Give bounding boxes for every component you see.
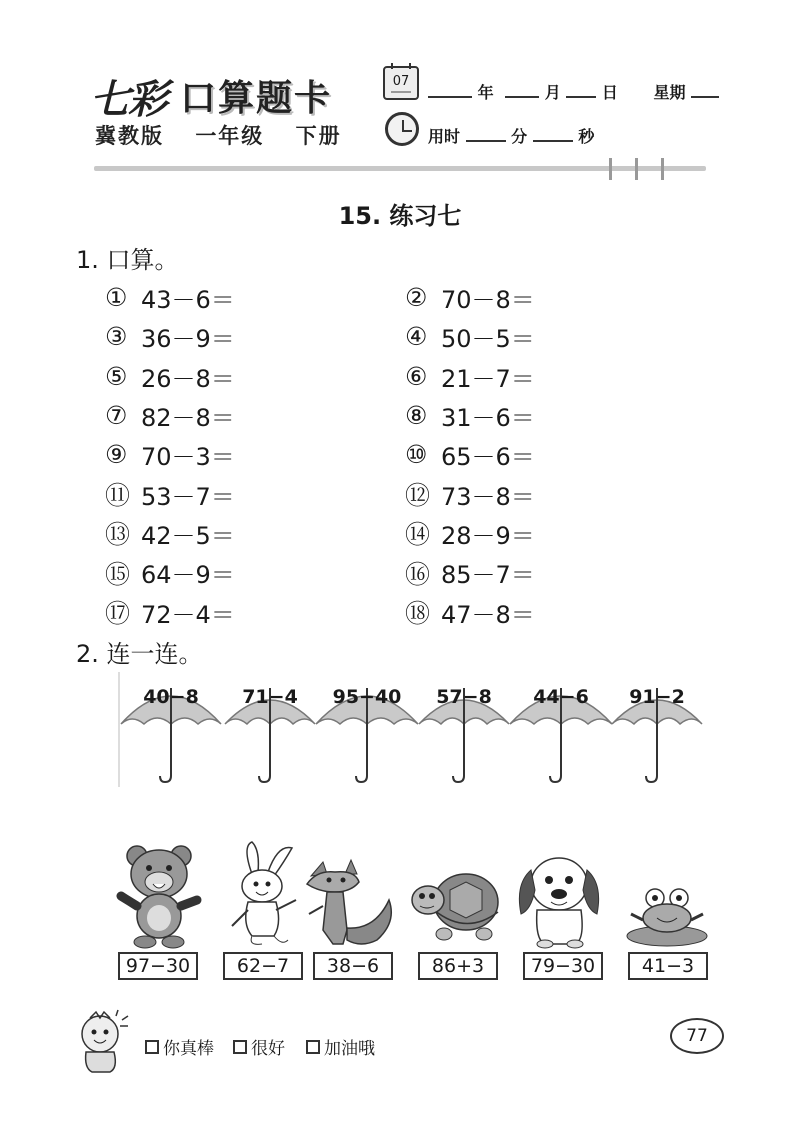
problem-item[interactable] — [105, 278, 405, 317]
problem-item[interactable] — [105, 474, 405, 513]
rating-keep-going[interactable] — [306, 1034, 375, 1059]
year-label: 年 — [477, 83, 494, 102]
umbrella-icon[interactable] — [118, 676, 224, 784]
edition-publisher: 冀教版 — [95, 124, 164, 148]
problem-item[interactable] — [105, 435, 405, 474]
umbrella-icon[interactable] — [411, 676, 517, 784]
umbrella-icon[interactable] — [314, 676, 420, 784]
problem-expression: 53－7＝ — [141, 482, 235, 511]
umbrella-label: 71−4 — [242, 686, 298, 708]
problem-item[interactable] — [405, 592, 565, 631]
problem-number: ⑧ — [405, 401, 428, 431]
problem-number: ⑰ — [105, 599, 131, 629]
minutes-label: 分 — [511, 127, 528, 146]
problem-expression: 70－3＝ — [141, 443, 235, 472]
answer-box[interactable]: 86+3 — [418, 952, 498, 980]
problem-grid — [105, 278, 565, 632]
edition-volume: 下册 — [295, 124, 342, 148]
problem-number: ② — [405, 283, 428, 313]
edition-grade: 一年级 — [195, 124, 265, 148]
umbrella-row — [118, 672, 708, 787]
problem-item[interactable] — [405, 474, 565, 513]
problem-item[interactable] — [405, 435, 565, 474]
problem-number: ⑱ — [405, 599, 431, 629]
calendar-number: 07 — [392, 74, 410, 89]
problem-expression: 65－6＝ — [441, 443, 535, 472]
problem-expression: 42－5＝ — [141, 521, 235, 550]
problem-item[interactable] — [105, 357, 405, 396]
problem-item[interactable] — [405, 553, 565, 592]
umbrella-label: 91−2 — [629, 686, 685, 708]
umbrella-label: 95−40 — [332, 686, 402, 708]
day-label: 日 — [601, 83, 618, 102]
problem-expression: 28－9＝ — [441, 521, 535, 550]
problem-number: ⑫ — [405, 481, 431, 511]
rating-good[interactable] — [233, 1034, 285, 1059]
turtle-icon[interactable] — [410, 840, 500, 950]
problem-expression: 36－9＝ — [141, 325, 235, 354]
fox-icon[interactable] — [305, 840, 395, 950]
mascot-icon — [70, 1008, 134, 1074]
umbrella-label: 40−8 — [143, 686, 199, 708]
problem-expression: 31－6＝ — [441, 404, 535, 433]
seconds-field[interactable] — [533, 128, 573, 142]
date-fields — [428, 80, 719, 103]
problem-expression: 47－8＝ — [441, 600, 535, 629]
clock-icon — [385, 112, 419, 146]
checkbox-icon[interactable] — [145, 1040, 159, 1054]
header-divider — [94, 166, 706, 171]
problem-expression: 82－8＝ — [141, 404, 235, 433]
section-heading-mental-math: 1. 口算。 — [76, 246, 179, 274]
problem-number: ⑥ — [405, 361, 428, 391]
calendar-icon — [383, 66, 419, 100]
problem-expression: 70－8＝ — [441, 286, 535, 315]
problem-expression: 26－8＝ — [141, 364, 235, 393]
umbrella-label: 57−8 — [436, 686, 492, 708]
minutes-field[interactable] — [466, 128, 506, 142]
problem-item[interactable] — [405, 514, 565, 553]
divider-knot — [661, 158, 664, 180]
problem-expression: 50－5＝ — [441, 325, 535, 354]
time-fields — [428, 124, 594, 147]
problem-item[interactable] — [105, 592, 405, 631]
answer-box[interactable]: 38−6 — [313, 952, 393, 980]
umbrella-label: 44−6 — [533, 686, 589, 708]
problem-item[interactable] — [105, 514, 405, 553]
answer-box[interactable]: 62−7 — [223, 952, 303, 980]
rating-label: 很好 — [251, 1039, 285, 1059]
problem-number: ⑬ — [105, 520, 131, 550]
frog-icon[interactable] — [625, 840, 715, 950]
page-number: 77 — [670, 1018, 724, 1054]
problem-number: ⑯ — [405, 559, 431, 589]
answer-box[interactable]: 41−3 — [628, 952, 708, 980]
problem-expression: 85－7＝ — [441, 561, 535, 590]
problem-expression: 64－9＝ — [141, 561, 235, 590]
lesson-title: 15. 练习七 — [338, 202, 462, 230]
rating-label: 你真棒 — [163, 1039, 214, 1059]
rating-label: 加油哦 — [324, 1039, 375, 1059]
problem-number: ⑩ — [405, 440, 428, 470]
checkbox-icon[interactable] — [306, 1040, 320, 1054]
time-used-label: 用时 — [428, 127, 461, 146]
problem-item[interactable] — [405, 357, 565, 396]
umbrella-icon[interactable] — [217, 676, 323, 784]
umbrella-icon[interactable] — [508, 676, 614, 784]
divider-knot — [635, 158, 638, 180]
dog-icon[interactable] — [515, 840, 605, 950]
year-field[interactable] — [428, 84, 472, 98]
problem-expression: 43－6＝ — [141, 286, 235, 315]
problem-number: ⑭ — [405, 520, 431, 550]
answer-box[interactable]: 97−30 — [118, 952, 198, 980]
problem-item[interactable] — [105, 317, 405, 356]
brand-title: 口算题卡 — [180, 78, 333, 119]
problem-number: ⑦ — [105, 401, 128, 431]
weekday-field[interactable] — [691, 84, 719, 98]
problem-item[interactable] — [105, 553, 405, 592]
divider-knot — [609, 158, 612, 180]
problem-expression: 72－4＝ — [141, 600, 235, 629]
day-field[interactable] — [566, 84, 596, 98]
section-heading-matching: 2. 连一连。 — [76, 640, 203, 668]
checkbox-icon[interactable] — [233, 1040, 247, 1054]
seconds-label: 秒 — [578, 127, 595, 146]
month-label: 月 — [544, 83, 561, 102]
bear-icon[interactable] — [115, 840, 205, 950]
brand-logo: 七彩 — [90, 76, 166, 123]
umbrella-icon[interactable] — [604, 676, 710, 784]
answer-box[interactable]: 79−30 — [523, 952, 603, 980]
problem-item[interactable] — [405, 317, 565, 356]
problem-expression: 73－8＝ — [441, 482, 535, 511]
problem-number: ⑨ — [105, 440, 128, 470]
edition-line — [95, 120, 364, 150]
month-field[interactable] — [505, 84, 539, 98]
problem-item[interactable] — [405, 396, 565, 435]
problem-number: ④ — [405, 322, 428, 352]
problem-number: ⑤ — [105, 361, 128, 391]
weekday-label: 星期 — [653, 83, 686, 102]
problem-number: ⑮ — [105, 559, 131, 589]
problem-number: ③ — [105, 322, 128, 352]
problem-number: ① — [105, 283, 128, 313]
problem-number: ⑪ — [105, 481, 131, 511]
rabbit-icon[interactable] — [222, 840, 312, 950]
problem-item[interactable] — [105, 396, 405, 435]
problem-item[interactable] — [405, 278, 565, 317]
rating-excellent[interactable] — [145, 1034, 214, 1059]
problem-expression: 21－7＝ — [441, 364, 535, 393]
